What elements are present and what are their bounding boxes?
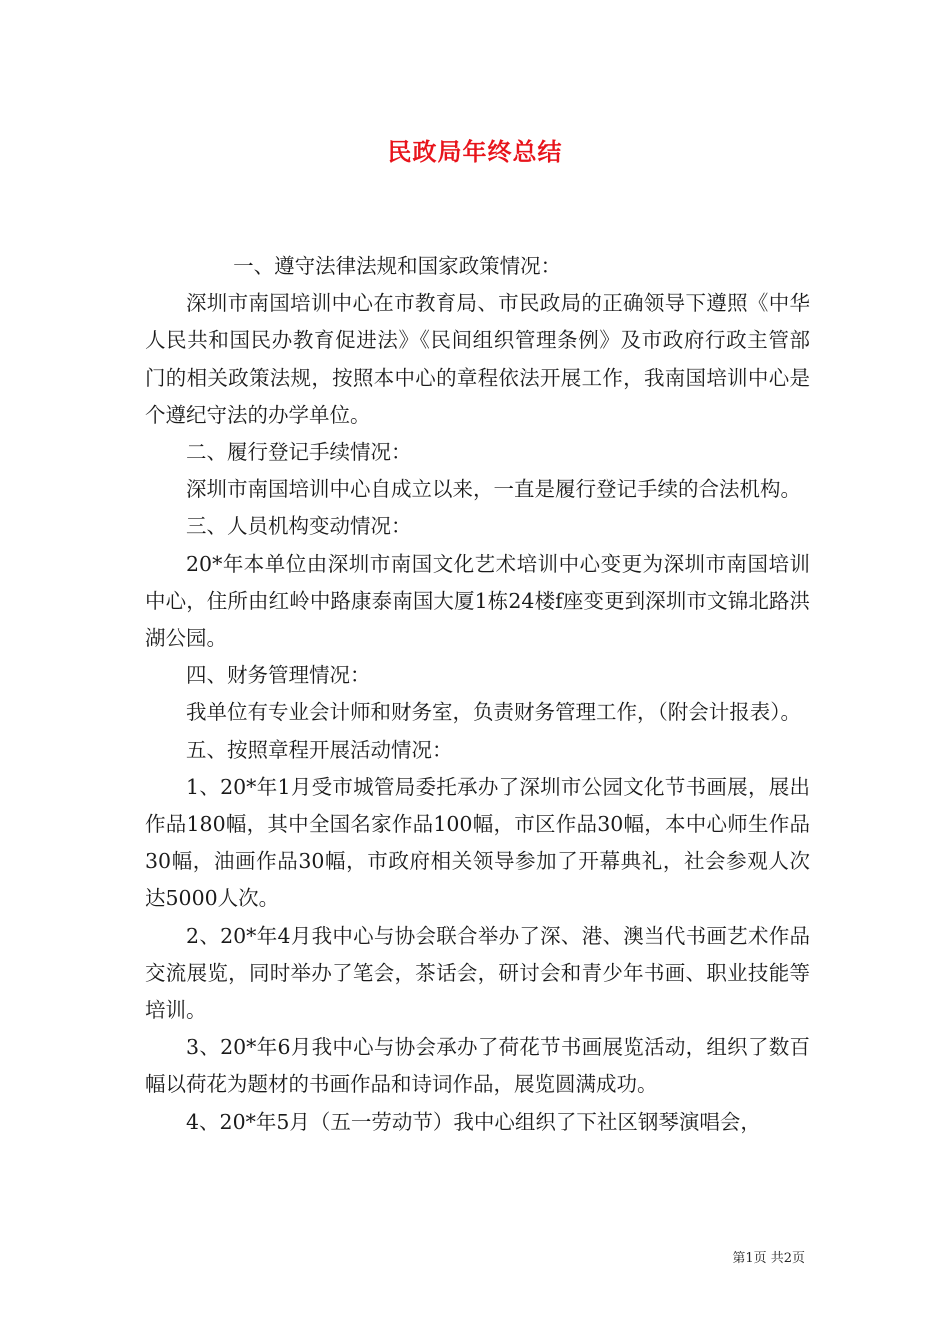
paragraph-1: 深圳市南国培训中心在市教育局、市民政局的正确领导下遵照《中华人民共和国民办教育促进法》《民间组织管理条例》及市政府行政主管部门的相关政策法规，按照本中心的章程依法开展工作，我南国培训中心是个遵纪守法的办学单位。 <box>145 291 810 427</box>
document-title: 民政局年终总结 <box>387 137 563 166</box>
document-body <box>145 248 810 1141</box>
section-heading-3: 三、人员机构变动情况： <box>186 514 412 539</box>
paragraph-2: 深圳市南国培训中心自成立以来，一直是履行登记手续的合法机构。 <box>186 477 801 502</box>
activity-item-4: 4、20*年5月（五一劳动节）我中心组织了下社区钢琴演唱会， <box>186 1109 761 1134</box>
activity-item-2: 2、20*年4月我中心与协会联合举办了深、港、澳当代书画艺术作品交流展览，同时举办了笔会，茶话会，研讨会和青少年书画、职业技能等培训。 <box>145 923 810 1023</box>
section-heading-4: 四、财务管理情况： <box>186 663 371 688</box>
activity-item-1: 1、20*年1月受市城管局委托承办了深圳市公园文化节书画展，展出作品180幅，其中全国名家作品100幅，市区作品30幅，本中心师生作品30幅，油画作品30幅，市政府相关领导参加了开幕典礼，社会参观人次达5000人次。 <box>145 774 810 911</box>
section-heading-5: 五、按照章程开展活动情况： <box>186 737 453 762</box>
paragraph-4: 我单位有专业会计师和财务室，负责财务管理工作，（附会计报表）。 <box>186 700 801 725</box>
section-heading-1: 一、遵守法律法规和国家政策情况： <box>233 254 562 278</box>
paragraph-3: 20*年本单位由深圳市南国文化艺术培训中心变更为深圳市南国培训中心，住所由红岭中路康泰南国大厦1栋24楼f座变更到深圳市文锦北路洪湖公园。 <box>145 551 810 651</box>
page-indicator: 第1页 共2页 <box>732 1251 805 1266</box>
section-heading-2: 二、履行登记手续情况： <box>186 440 412 465</box>
activity-item-3: 3、20*年6月我中心与协会承办了荷花节书画展览活动，组织了数百幅以荷花为题材的书画作品和诗词作品，展览圆满成功。 <box>145 1035 810 1097</box>
